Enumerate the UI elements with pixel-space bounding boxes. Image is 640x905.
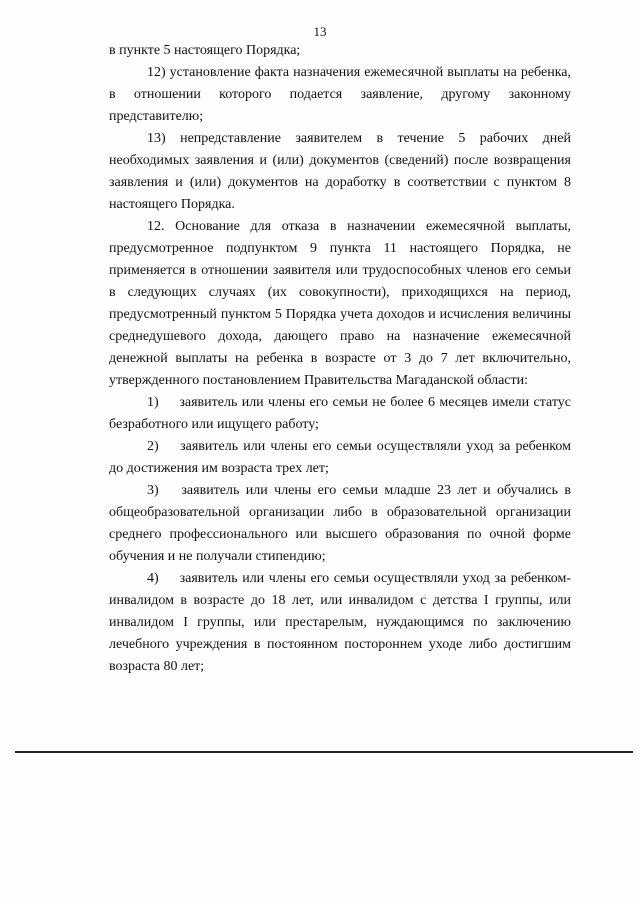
list-item-2 [109,436,571,480]
list-text: заявитель или члены его семьи не более 6 месяцев имели статус безработного или ищущего работу; [109,395,571,432]
list-text: заявитель или члены его семьи осуществляли уход за ребенком-инвалидом в возрасте до 18 лет, или инвалидом с детства I группы, или инвалидом I группы, или престарелым, нуждающимся по заключению лечебного учреждения в постоянном постороннем уходе либо достигшим возраста 80 лет; [109,571,572,674]
list-number: 4) [147,571,159,586]
paragraph-item-12: 12) установление факта назначения ежемесячной выплаты на ребенка, в отношении которого подается заявление, другому законному представителю; [109,65,571,124]
page-number: 13 [313,24,327,39]
list-text: заявитель или члены его семьи осуществляли уход за ребенком до достижения им возраста трех лет; [109,439,571,476]
paragraph-continuation: в пункте 5 настоящего Порядка; [109,43,301,58]
list-item-1 [109,392,571,436]
document-body [109,40,571,678]
paragraph-item-13: 13) непредставление заявителем в течение 5 рабочих дней необходимых заявления и (или) документов (сведений) после возвращения заявления и (или) документов на доработку в соответствии с пунктом 8 настоящего Порядка. [109,131,571,212]
list-item-3 [109,480,571,568]
list-number: 2) [147,439,159,454]
list-number: 3) [147,483,159,498]
list-number: 1) [147,395,159,410]
list-item-4 [109,568,571,678]
page-divider [15,751,633,753]
paragraph-section-12: 12. Основание для отказа в назначении ежемесячной выплаты, предусмотренное подпунктом 9 пункта 11 настоящего Порядка, не применяется в отношении заявителя или трудоспособных членов его семьи в следующих случаях (их совокупности), приходящихся на период, предусмотренный пунктом 5 Порядка учета доходов и исчисления величины среднедушевого дохода, дающего право на назначение ежемесячной денежной выплаты на ребенка в возрасте от 3 до 7 лет включительно, утвержденного постановлением Правительства Магаданской области: [109,219,571,388]
list-text: заявитель или члены его семьи младше 23 лет и обучались в общеобразовательной организации либо в образовательной организации среднего профессионального или высшего образования по очной форме обучения и не получали стипендию; [109,483,572,564]
